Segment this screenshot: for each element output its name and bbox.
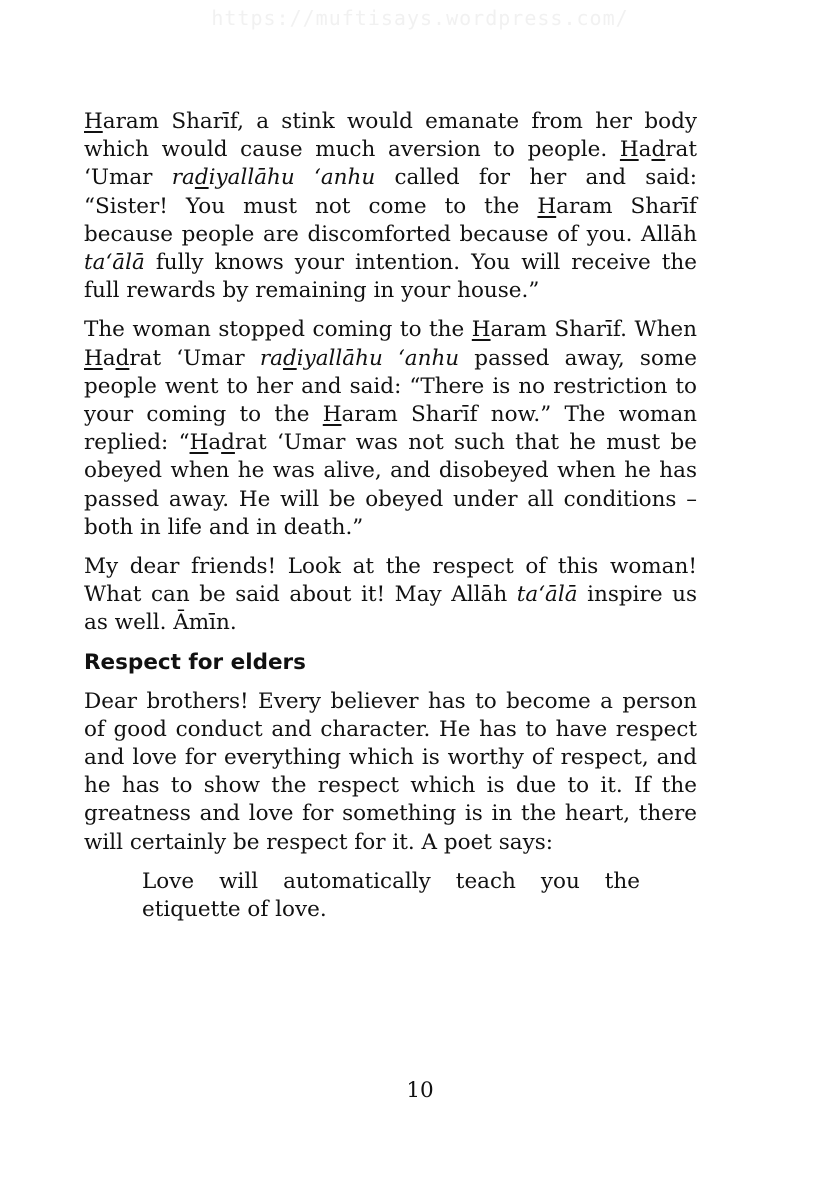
paragraph-1: Haram Sharīf, a stink would emanate from her body which would cause much aversion to people. Hadrat ‘Umar radiyallāhu ‘anhu called for her and said: “Sister! You must not come to the Haram Sharīf because people are discomforted because of you. Allāh ta‘ālā fully knows your intention. You will receive the full rewards by remaining in your house.” bbox=[84, 109, 697, 304]
underlined-text: H bbox=[84, 345, 103, 371]
underlined-text: H bbox=[471, 317, 491, 343]
paragraph-4: Dear brothers! Every believer has to become a person of good conduct and character. He has to have respect and love for everything which is worthy of respect, and he has to show the respect which is due to it. If the greatness and love for something is in the heart, there will certainly be respect for it. A poet says: bbox=[84, 688, 697, 855]
underlined-text: H bbox=[84, 109, 103, 134]
underlined-text: d bbox=[651, 137, 666, 163]
italic-text: ta‘ālā bbox=[516, 582, 578, 608]
underlined-text: d bbox=[115, 345, 130, 371]
italic-text: iyallāhu ‘anhu bbox=[208, 165, 376, 191]
watermark-url: https://muftisays.wordpress.com/ bbox=[211, 6, 629, 30]
italic-text: ra bbox=[171, 165, 195, 191]
italic-text: ta‘ālā bbox=[84, 250, 145, 276]
poem-verse: Love will automatically teach you the etiquette of love. bbox=[142, 868, 640, 923]
underlined-text: H bbox=[619, 137, 639, 163]
italic-text: ra bbox=[259, 345, 283, 371]
paragraph-3: My dear friends! Look at the respect of this woman! What can be said about it! May Allāh ta‘ālā inspire us as well. Āmīn. bbox=[84, 554, 697, 636]
underlined-text: H bbox=[322, 402, 342, 428]
italic-text: d bbox=[194, 165, 209, 191]
italic-text: d bbox=[282, 345, 297, 371]
underlined-text: H bbox=[537, 193, 557, 219]
page-number: 10 bbox=[406, 1078, 434, 1103]
paragraph-2: The woman stopped coming to the Haram Sharīf. When Hadrat ‘Umar radiyallāhu ‘anhu passed away, some people went to her and said: “There is no restriction to your coming to the Haram Sharīf now.” The woman replied: “Hadrat ‘Umar was not such that he must be obeyed when he was alive, and disobeyed when he has passed away. He will be obeyed under all conditions – both in life and in death.” bbox=[84, 317, 697, 540]
italic-text: iyallāhu ‘anhu bbox=[296, 345, 460, 371]
underlined-text: H bbox=[189, 430, 209, 456]
underlined-text: d bbox=[221, 430, 235, 456]
section-heading: Respect for elders bbox=[84, 649, 306, 675]
page-content bbox=[84, 108, 697, 935]
